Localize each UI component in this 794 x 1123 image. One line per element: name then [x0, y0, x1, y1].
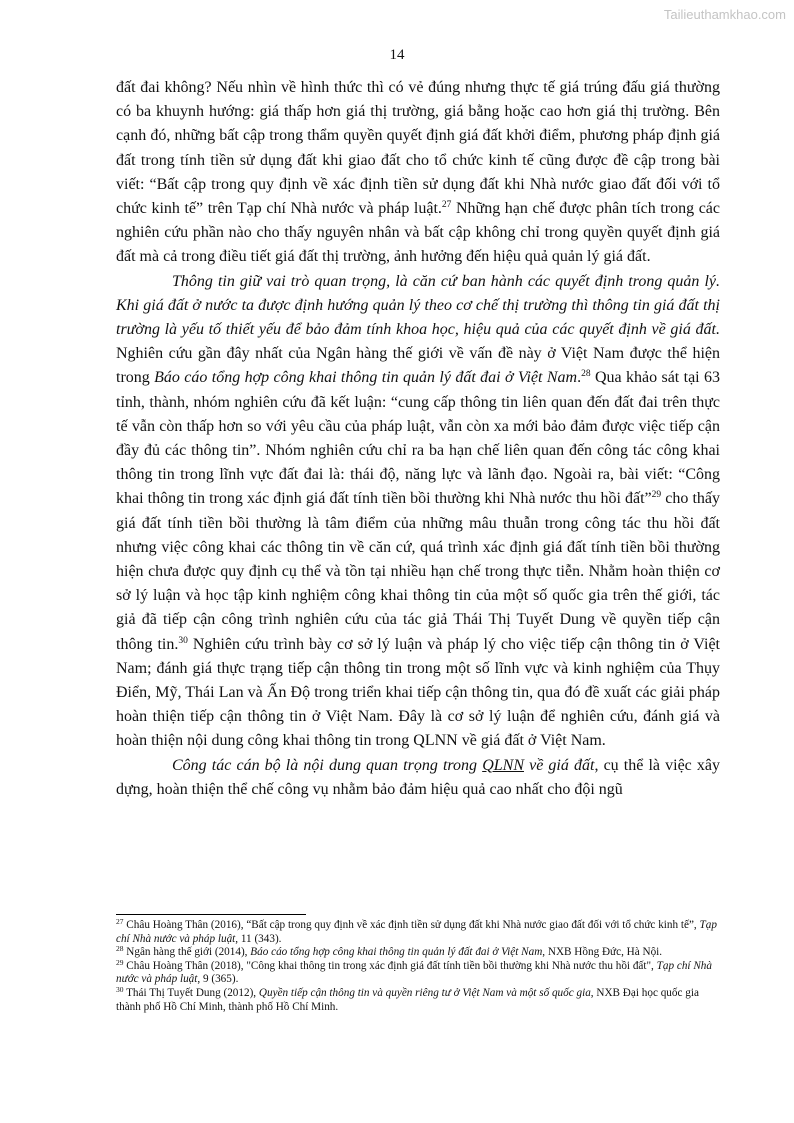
footnote-30 — [116, 984, 720, 1014]
watermark: Tailieuthamkhao.com — [663, 7, 786, 22]
footnote-text: Châu Hoàng Thân (2018), "Công khai thông tin trong xác định giá đất tính tiền bồi thường khi Nhà nước thu hồi đất", — [123, 959, 657, 972]
text-run: , cụ thể là việc xây dựng, hoàn thiện thể chế công vụ nhằm bảo đảm hiệu quả cao nhất cho đội ngũ — [116, 756, 721, 798]
paragraph-2 — [116, 270, 720, 754]
footnote-ref-29: 29 — [651, 490, 662, 501]
paragraph-3 — [116, 754, 720, 802]
text-run: Nghiên cứu gần đây nhất của Ngân hàng thế giới về vấn đề này ở Việt Nam được thể hiện trong — [116, 345, 720, 387]
footnote-number: 30 — [116, 984, 124, 994]
footnote-text: Thái Thị Tuyết Dung (2012), — [123, 986, 259, 999]
italic-run: Báo cáo tổng hợp công khai thông tin quản lý đất đai ở Việt Nam — [154, 369, 578, 387]
footnote-ref-30: 30 — [178, 635, 188, 646]
footnote-27 — [116, 919, 720, 946]
footnote-number: 28 — [116, 944, 124, 954]
footnote-text: , 11 (343). — [235, 932, 282, 945]
footnote-separator — [116, 914, 306, 915]
footnote-text: , 9 (365). — [197, 973, 239, 986]
footnotes — [116, 919, 720, 1014]
footnote-28 — [116, 946, 720, 960]
footnote-text: Châu Hoàng Thân (2016), “Bất cập trong quy định về xác định tiền sử dụng đất khi Nhà nước giao đất đối với tổ chức kinh tế”, — [123, 919, 700, 931]
footnote-ref-28: 28 — [581, 369, 591, 380]
footnote-29 — [116, 957, 720, 987]
footnote-text: , NXB Hồng Đức, Hà Nội. — [542, 946, 663, 959]
italic-underlined-run: QLNN — [482, 756, 524, 774]
text-run: Những hạn chế được phân tích trong các nghiên cứu phần nào cho thấy nguyên nhân và bất cập không chỉ trong quyền quyết định giá đất mà cả trong điều tiết giá đất thị trường, ảnh hưởng đến hiệu quả quản lý giá đất. — [116, 200, 721, 266]
footnote-italic: Tạp chí Nhà nước và pháp luật — [116, 919, 717, 945]
text-run: cho thấy giá đất tính tiền bồi thường là tâm điểm của những mâu thuẫn trong công tác thu hồi đất nhưng việc công khai các thông tin về căn cứ, quá trình xác định giá đất tính tiền bồi thường hiện chưa được quy định cụ thể và tồn tại nhiều hạn chế trong thực tiễn. Nhằm hoàn thiện cơ sở lý luận và học tập kinh nghiệm công khai thông tin của một số quốc gia trên thế giới, tác giả đã tiếp cận công trình nghiên cứu của tác giả Thái Thị Tuyết Dung về quyền tiếp cận thông tin. — [116, 490, 720, 653]
page-number: 14 — [389, 47, 405, 63]
italic-run: Thông tin giữ vai trò quan trọng, là căn cứ ban hành các quyết định trong quản lý. Khi giá đất ở nước ta được định hướng quản lý theo cơ chế thị trường thì thông tin giá đất thị trường là yếu tố thiết yếu để bảo đảm tính khoa học, hiệu quả của các quyết định về giá đất. — [116, 272, 720, 339]
text-run: . — [577, 369, 582, 387]
italic-run: về giá đất — [523, 756, 595, 774]
footnote-ref-27: 27 — [441, 200, 452, 211]
footnote-italic: Tạp chí Nhà nước và pháp luật — [116, 959, 712, 986]
footnote-number: 27 — [116, 917, 124, 926]
footnote-text: , NXB Đại học quốc gia thành phố Hồ Chí Minh, thành phố Hồ Chí Minh. — [116, 986, 699, 1013]
text-run: Nghiên cứu trình bày cơ sở lý luận và pháp lý cho việc tiếp cận thông tin ở Việt Nam; đánh giá thực trạng tiếp cận thông tin trong một số lĩnh vực và kinh nghiệm của Thụy Điển, Mỹ, Thái Lan và Ấn Độ trong triển khai tiếp cận thông tin, qua đó đề xuất các giải pháp hoàn thiện tiếp cận thông tin ở Việt Nam. Đây là cơ sở lý luận để nghiên cứu, đánh giá và hoàn thiện nội dung công khai thông tin trong QLNN về giá đất ở Việt Nam. — [116, 635, 720, 750]
footnote-italic: Quyền tiếp cận thông tin và quyền riêng tư ở Việt Nam và một số quốc gia — [258, 986, 591, 999]
text-run: Qua khảo sát tại 63 tỉnh, thành, nhóm nghiên cứu đã kết luận: “cung cấp thông tin liên quan đến đất đai trên thực tế vẫn còn thấp hơn so với yêu cầu của pháp luật, vẫn còn xa mới bảo đảm được việc tiếp cận đầy đủ các thông tin”. Nhóm nghiên cứu chỉ ra ba hạn chế liên quan đến công tác công khai thông tin trong lĩnh vực đất đai là: thái độ, năng lực và lãnh đạo. Ngoài ra, bài viết: “Công khai thông tin trong xác định giá đất tính tiền bồi thường khi Nhà nước thu hồi đất” — [116, 369, 720, 508]
footnote-text: Ngân hàng thế giới (2014), — [123, 946, 251, 959]
paragraph-1 — [116, 76, 720, 270]
footnote-number: 29 — [116, 957, 124, 967]
body-text — [116, 76, 720, 802]
italic-run: Công tác cán bộ là nội dung quan trọng trong — [172, 756, 483, 774]
text-run: đất đai không? Nếu nhìn về hình thức thì có vẻ đúng nhưng thực tế giá trúng đấu giá thường có ba khuynh hướng: giá thấp hơn giá thị trường, giá bằng hoặc cao hơn giá thị trường. Bên cạnh đó, những bất cập trong thẩm quyền quyết định giá đất khởi điểm, phương pháp định giá đất trong tính tiền sử dụng đất khi giao đất cho tổ chức kinh tế cũng được đề cập trong bài viết: “Bất cập trong quy định về xác định tiền sử dụng đất khi Nhà nước giao đất đối với tổ chức kinh tế” trên Tạp chí Nhà nước và pháp luật. — [116, 79, 720, 218]
footnote-italic: Báo cáo tổng hợp công khai thông tin quản lý đất đai ở Việt Nam — [250, 946, 543, 959]
